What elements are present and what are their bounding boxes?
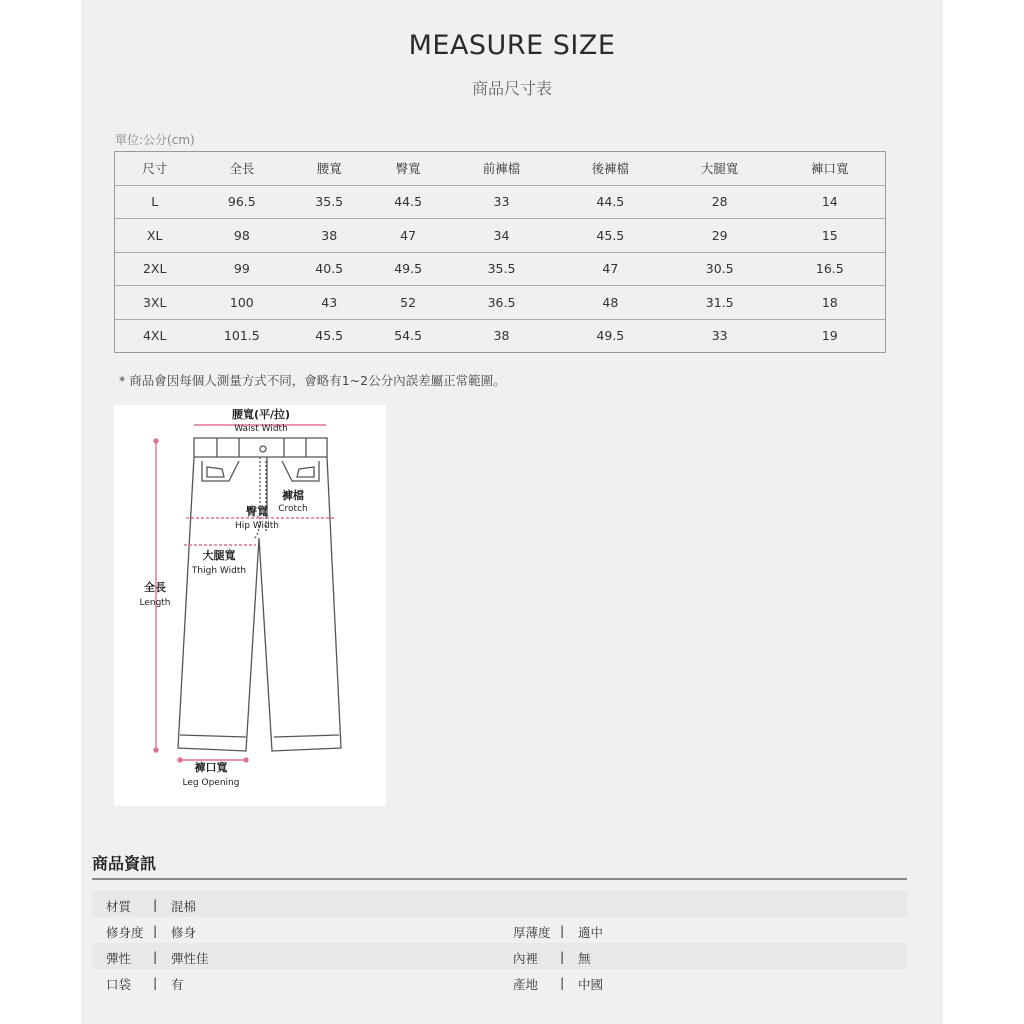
info-value: 彈性佳 — [171, 951, 209, 966]
table-cell: 35.5 — [447, 252, 556, 286]
table-cell: 43 — [289, 286, 369, 320]
info-key: 內裡 — [513, 951, 539, 966]
table-row — [115, 252, 886, 286]
table-cell: 15 — [775, 219, 886, 253]
table-cell: 47 — [556, 252, 665, 286]
crotch-label-en: Crotch — [278, 504, 308, 514]
table-cell: 45.5 — [556, 219, 665, 253]
leg-opening-label: 褲口寬 — [194, 761, 228, 774]
table-cell: 31.5 — [665, 286, 775, 320]
product-info-divider — [92, 878, 907, 880]
header-cell: 尺寸 — [115, 152, 195, 186]
header-cell: 腰寬 — [289, 152, 369, 186]
table-cell: 18 — [775, 286, 886, 320]
info-value: 有 — [171, 977, 184, 992]
waist-label-en: Waist Width — [234, 424, 288, 434]
info-row — [92, 891, 907, 917]
info-value: 適中 — [578, 925, 604, 940]
info-value: 無 — [578, 951, 591, 966]
info-key: 彈性 — [106, 951, 132, 966]
thigh-label: 大腿寬 — [202, 549, 236, 562]
table-cell: 19 — [821, 328, 838, 344]
table-cell: 33 — [447, 185, 556, 219]
unit-label: 單位:公分(cm) — [115, 133, 195, 147]
info-value: 混棉 — [171, 899, 197, 914]
leg-opening-label-en: Leg Opening — [182, 778, 240, 788]
table-cell: 30.5 — [665, 252, 775, 286]
header-cell: 前褲檔 — [447, 152, 556, 186]
info-value: 中國 — [578, 977, 604, 992]
table-row — [115, 286, 886, 320]
size-table-header — [115, 152, 886, 186]
table-cell: 29 — [665, 219, 775, 253]
product-info-title: 商品資訊 — [92, 854, 157, 873]
info-separator: | — [153, 975, 158, 990]
hip-label-en: Hip Width — [235, 521, 279, 531]
table-cell: 40.5 — [289, 252, 369, 286]
table-cell: 49.5 — [596, 328, 625, 344]
table-cell: 28 — [665, 185, 775, 219]
table-cell: 47 — [369, 219, 447, 253]
table-cell: 38 — [289, 219, 369, 253]
table-cell: 36.5 — [447, 286, 556, 320]
table-cell: 14 — [775, 185, 886, 219]
table-cell: 52 — [369, 286, 447, 320]
page-title: MEASURE SIZE — [408, 30, 616, 61]
info-separator: | — [560, 975, 565, 990]
info-separator: | — [153, 923, 158, 938]
table-cell: 101.5 — [223, 328, 260, 344]
info-key: 產地 — [513, 977, 539, 992]
info-key: 材質 — [106, 899, 132, 914]
table-cell: L — [115, 185, 195, 219]
page-subtitle: 商品尺寸表 — [471, 79, 552, 98]
table-cell: 48 — [556, 286, 665, 320]
length-label-en: Length — [139, 598, 171, 608]
table-cell: 3XL — [115, 286, 195, 320]
hip-label: 臀寬 — [246, 505, 268, 518]
table-row — [115, 319, 886, 353]
table-cell: 100 — [194, 286, 289, 320]
table-cell: 96.5 — [194, 185, 289, 219]
info-separator: | — [560, 923, 565, 938]
info-row — [92, 969, 907, 995]
header-cell: 全長 — [194, 152, 289, 186]
table-cell: 49.5 — [369, 252, 447, 286]
table-cell: 34 — [447, 219, 556, 253]
size-table — [114, 151, 886, 353]
crotch-label: 褲檔 — [282, 489, 304, 502]
table-row — [115, 185, 886, 219]
info-key: 修身度 — [106, 925, 144, 940]
header-cell: 臀寬 — [369, 152, 447, 186]
info-value: 修身 — [171, 925, 197, 940]
table-cell: 45.5 — [315, 328, 344, 344]
header-cell: 褲口寬 — [775, 152, 886, 186]
info-row — [92, 917, 907, 943]
info-key: 厚薄度 — [513, 925, 551, 940]
thigh-label-en: Thigh Width — [191, 566, 247, 576]
table-cell: 38 — [493, 328, 510, 344]
info-key: 口袋 — [106, 977, 132, 992]
table-cell: 44.5 — [556, 185, 665, 219]
table-cell: XL — [115, 219, 195, 253]
waist-label: 腰寬(平/拉) — [231, 408, 291, 421]
table-cell: 16.5 — [775, 252, 886, 286]
info-separator: | — [153, 949, 158, 964]
table-cell: 44.5 — [369, 185, 447, 219]
pants-diagram-svg — [114, 405, 386, 806]
table-cell: 33 — [711, 328, 728, 344]
table-cell: 35.5 — [289, 185, 369, 219]
table-cell: 99 — [194, 252, 289, 286]
length-label: 全長 — [144, 581, 166, 594]
pants-outline — [178, 438, 341, 751]
header-cell: 大腿寬 — [665, 152, 775, 186]
measurement-guides — [154, 425, 334, 762]
header-cell: 後褲檔 — [556, 152, 665, 186]
pants-diagram — [114, 405, 386, 806]
info-separator: | — [560, 949, 565, 964]
table-cell: 54.5 — [394, 328, 423, 344]
table-cell: 98 — [194, 219, 289, 253]
table-cell: 4XL — [142, 328, 167, 344]
info-separator: | — [153, 897, 158, 912]
table-row — [115, 219, 886, 253]
table-cell: 2XL — [115, 252, 195, 286]
info-row — [92, 943, 907, 969]
measurement-note: * 商品會因每個人測量方式不同，會略有1~2公分內誤差屬正常範圍。 — [119, 373, 506, 388]
